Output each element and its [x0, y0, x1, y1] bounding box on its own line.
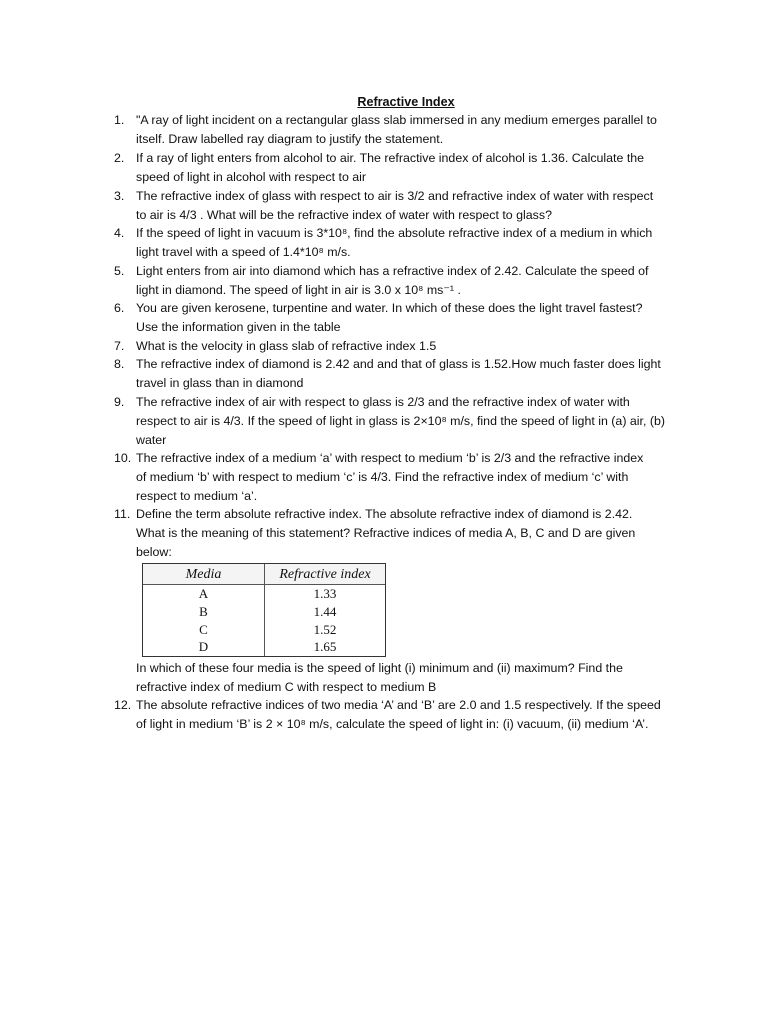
- question-line: If the speed of light in vacuum is 3*10⁸, find the absolute refractive index of a medium in which: [136, 226, 653, 240]
- table-cell-index: 1.33: [313, 586, 337, 601]
- table-cell-index: 1.44: [313, 604, 337, 619]
- question-number: 10.: [114, 451, 132, 465]
- question-line: What is the velocity in glass slab of refractive index 1.5: [136, 339, 437, 353]
- question-number: 4.: [114, 226, 125, 240]
- question-number: 3.: [114, 189, 125, 203]
- question-line: "A ray of light incident on a rectangular glass slab immersed in any medium emerges parallel to: [136, 113, 657, 127]
- question-line: below:: [136, 544, 172, 559]
- question-line: water: [136, 432, 167, 447]
- question-number: 11.: [114, 507, 131, 521]
- question-line: Light enters from air into diamond which has a refractive index of 2.42. Calculate the speed of: [136, 264, 649, 278]
- question-line: light in diamond. The speed of light in air is 3.0 x 10⁸ ms⁻¹ .: [136, 282, 461, 297]
- document-title: Refractive Index: [357, 95, 455, 109]
- question-line: respect to medium ‘a’.: [136, 488, 258, 503]
- question-number: 8.: [114, 357, 125, 371]
- question-number: 1.: [114, 113, 125, 127]
- table-cell-media: B: [199, 604, 208, 619]
- question-line: itself. Draw labelled ray diagram to justify the statement.: [136, 131, 444, 146]
- question-11-continuation: [136, 659, 696, 697]
- question-line: of light in medium ‘B’ is 2 × 10⁸ m/s, calculate the speed of light in: (i) vacuum, (ii) medium ‘A’.: [136, 716, 649, 731]
- table-cell-index: 1.65: [313, 639, 337, 654]
- question-number: 6.: [114, 301, 125, 315]
- table-cell-media: C: [199, 622, 208, 637]
- question-line: The absolute refractive indices of two media ‘A’ and ‘B’ are 2.0 and 1.5 respectively. If the speed: [136, 698, 661, 712]
- question-line: In which of these four media is the speed of light (i) minimum and (ii) maximum? Find the: [136, 661, 623, 675]
- question-number: 5.: [114, 264, 125, 278]
- question-line: Define the term absolute refractive index. The absolute refractive index of diamond is 2.42.: [136, 507, 633, 521]
- question-line: The refractive index of air with respect to glass is 2/3 and the refractive index of water with: [136, 395, 630, 409]
- question-line: refractive index of medium C with respect to medium B: [136, 679, 437, 694]
- question-line: If a ray of light enters from alcohol to air. The refractive index of alcohol is 1.36. Calculate the: [136, 151, 645, 165]
- refractive-index-table: [142, 563, 386, 657]
- question-number: 2.: [114, 151, 125, 165]
- table-cell-media: A: [198, 586, 209, 601]
- question-line: What is the meaning of this statement? Refractive indices of media A, B, C and D are given: [136, 525, 636, 540]
- question-line: The refractive index of a medium ‘a’ with respect to medium ‘b’ is 2/3 and the refractive index: [136, 451, 644, 465]
- question-line: light travel with a speed of 1.4*10⁸ m/s.: [136, 244, 351, 259]
- table-header-refractive-index: Refractive index: [279, 567, 371, 582]
- question-line: respect to air is 4/3. If the speed of light in glass is 2×10⁸ m/s, find the speed of light in (a) air, (b): [136, 413, 666, 428]
- question-line: travel in glass than in diamond: [136, 375, 304, 390]
- question-number: 9.: [114, 395, 125, 409]
- table-header-media: Media: [185, 567, 222, 582]
- question-line: You are given kerosene, turpentine and water. In which of these does the light travel fastest?: [136, 301, 643, 315]
- table-cell-media: D: [198, 639, 209, 654]
- question-line: to air is 4/3 . What will be the refractive index of water with respect to glass?: [136, 207, 552, 222]
- table-cell-index: 1.52: [313, 622, 337, 637]
- question-line: The refractive index of diamond is 2.42 and and that of glass is 1.52.How much faster does light: [136, 357, 661, 371]
- question-number: 7.: [114, 339, 125, 353]
- question-line: The refractive index of glass with respect to air is 3/2 and refractive index of water with respect: [136, 189, 654, 203]
- question-number: 12.: [114, 698, 132, 712]
- question-line: Use the information given in the table: [136, 319, 341, 334]
- question-line: of medium ‘b’ with respect to medium ‘c’ is 4/3. Find the refractive index of medium ‘c’ with: [136, 469, 629, 484]
- question-line: speed of light in alcohol with respect to air: [136, 169, 367, 184]
